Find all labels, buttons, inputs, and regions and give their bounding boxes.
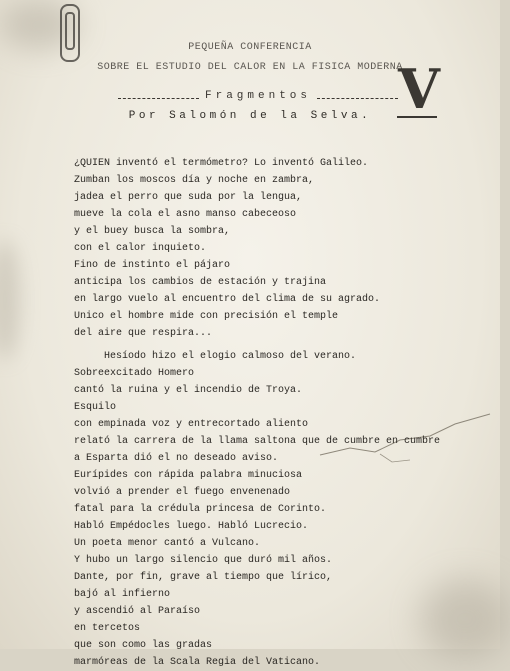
poem-line: con el calor inquieto. (74, 243, 207, 254)
paperclip-icon (60, 4, 80, 62)
poem-line: Sobreexcitado Homero (74, 368, 195, 379)
poem-line: Fino de instinto el pájaro (74, 260, 231, 271)
section-numeral-underline (397, 116, 437, 118)
poem-body (74, 155, 474, 671)
poem-line: bajó al infierno (74, 589, 171, 600)
poem-line: ¿QUIEN inventó el termómetro? Lo inventó Galileo. (74, 158, 369, 169)
fragment-heading (118, 90, 398, 102)
poem-line: volvió a prender el fuego envenenado (74, 487, 291, 498)
poem-line: fatal para la crédula princesa de Corinto. (74, 504, 327, 515)
poem-line: a Esparta dió el no deseado aviso. (74, 453, 279, 464)
poem-line: Hesíodo hizo el elogio calmoso del verano. (104, 351, 357, 362)
poem-line: Y hubo un largo silencio que duró mil años. (74, 555, 333, 566)
stanza-1 (74, 155, 474, 342)
poem-line: Habló Empédocles luego. Habló Lucrecio. (74, 521, 309, 532)
fragment-label: Fragmentos (205, 90, 312, 102)
poem-line: marmóreas de la Scala Regia del Vaticano. (74, 657, 321, 668)
title-line-1: PEQUEÑA CONFERENCIA (188, 42, 312, 53)
poem-line: relató la carrera de la llama saltona que de cumbre en cumbre (74, 436, 441, 447)
poem-line: Zumban los moscos día y noche en zambra, (74, 175, 315, 186)
title-line-2: SOBRE EL ESTUDIO DEL CALOR EN LA FISICA MODERNA (97, 62, 403, 73)
dashed-rule-left (118, 98, 199, 99)
poem-line: en tercetos (74, 623, 141, 634)
poem-line: Unico el hombre mide con precisión el temple (74, 311, 339, 322)
poem-line: jadea el perro que suda por la lengua, (74, 192, 303, 203)
poem-line: del aire que respira... (74, 328, 213, 339)
poem-line: anticipa los cambios de estación y trajina (74, 277, 327, 288)
poem-line: cantó la ruina y el incendio de Troya. (74, 385, 303, 396)
poem-line: y ascendió al Paraíso (74, 606, 201, 617)
poem-line: con empinada voz y entrecortado aliento (74, 419, 309, 430)
stain-left-edge (0, 240, 20, 360)
author-byline: Por Salomón de la Selva. (128, 110, 372, 122)
poem-line: Dante, por fin, grave al tiempo que lírico, (74, 572, 333, 583)
stanza-2 (74, 348, 474, 671)
poem-line: Esquilo (74, 402, 117, 413)
poem-line: Un poeta menor cantó a Vulcano. (74, 538, 261, 549)
section-numeral: V (398, 57, 440, 121)
poem-line: en largo vuelo al encuentro del clima de su agrado. (74, 294, 381, 305)
poem-line: mueve la cola el asno manso cabeceoso (74, 209, 297, 220)
dashed-rule-right (317, 98, 398, 99)
poem-line: y el buey busca la sombra, (74, 226, 231, 237)
poem-line: Eurípides con rápida palabra minuciosa (74, 470, 303, 481)
poem-line: que son como las gradas (74, 640, 213, 651)
